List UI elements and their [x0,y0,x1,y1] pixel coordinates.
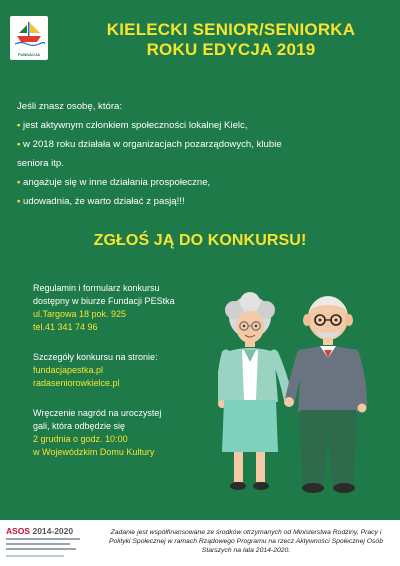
asos-name: ASOS [6,526,31,536]
boat-icon [13,18,45,48]
info-regulations [33,282,233,334]
logo-fine-print [6,555,64,557]
bullet-icon: • [17,139,21,150]
fundacja-logo [10,16,48,60]
intro-bullet-line [17,192,387,211]
asos-years: 2014-2020 [32,526,74,536]
logo-fine-print [6,538,80,540]
logo-fine-print [6,548,76,550]
info-text: dostępny w biurze Fundacji PEStka [33,296,175,306]
page-title [70,20,392,60]
title-line-1: KIELECKI SENIOR/SENIORKA [106,20,356,39]
bullet-icon: • [17,177,21,188]
intro-bullet-line [17,173,387,192]
asos-logo-text [6,526,88,536]
info-text: Regulamin i formularz konkursu [33,283,160,293]
senior-man-figure [284,296,367,493]
senior-woman-figure [218,292,288,490]
info-text: Wręczenie nagród na uroczystej [33,408,162,418]
bullet-icon: • [17,196,21,207]
logo-fine-print [6,543,70,545]
address-text: ul.Targowa 18 pok. 925 [33,309,127,319]
intro-line: Jeśli znasz osobę, która: [17,101,123,112]
bullet-text: jest aktywnym członkiem społeczności lokalnej Kielc, [20,120,248,131]
info-text: Szczegóły konkursu na stronie: [33,352,158,362]
asos-logo [6,526,88,560]
venue-text: w Wojewódzkim Domu Kultury [33,447,155,457]
bullet-text: w 2018 roku działała w organizacjach pozarządowych, klubie [20,139,282,150]
date-text: 2 grudnia o godz. 10:00 [33,434,128,444]
info-text: gali, która odbędzie się [33,421,126,431]
website-link[interactable]: fundacjapestka.pl [33,365,104,375]
intro-bullet-line [17,116,387,135]
footer [0,520,400,566]
phone-text: tel.41 341 74 96 [33,322,98,332]
intro-bullet-line [17,135,387,154]
bullet-text: udowadnia, że warto działać z pasją!!! [20,196,185,207]
intro-text [17,97,387,211]
call-to-action: ZGŁOŚ JĄ DO KONKURSU! [93,232,307,249]
logo-text: FUNDACJA [18,52,40,57]
info-website [33,351,233,390]
bullet-text: angażuje się w inne działania prospołeczne, [20,177,211,188]
funding-notice: Zadanie jest współfinansowane ze środków otrzymanych od Ministerstwa Rodziny, Pracy i Polityki Społecznej w ramach Rządowego Programu na rzecz Aktywności Społecznej Osób Starszych na lata 2014-2020. [108,529,383,555]
seniors-illustration [218,292,368,502]
website-link[interactable]: radaseniorowkielce.pl [33,378,120,388]
bullet-icon: • [17,120,21,131]
intro-line: seniora itp. [17,158,64,169]
info-ceremony [33,407,233,459]
title-line-2: ROKU EDYCJA 2019 [146,40,316,59]
